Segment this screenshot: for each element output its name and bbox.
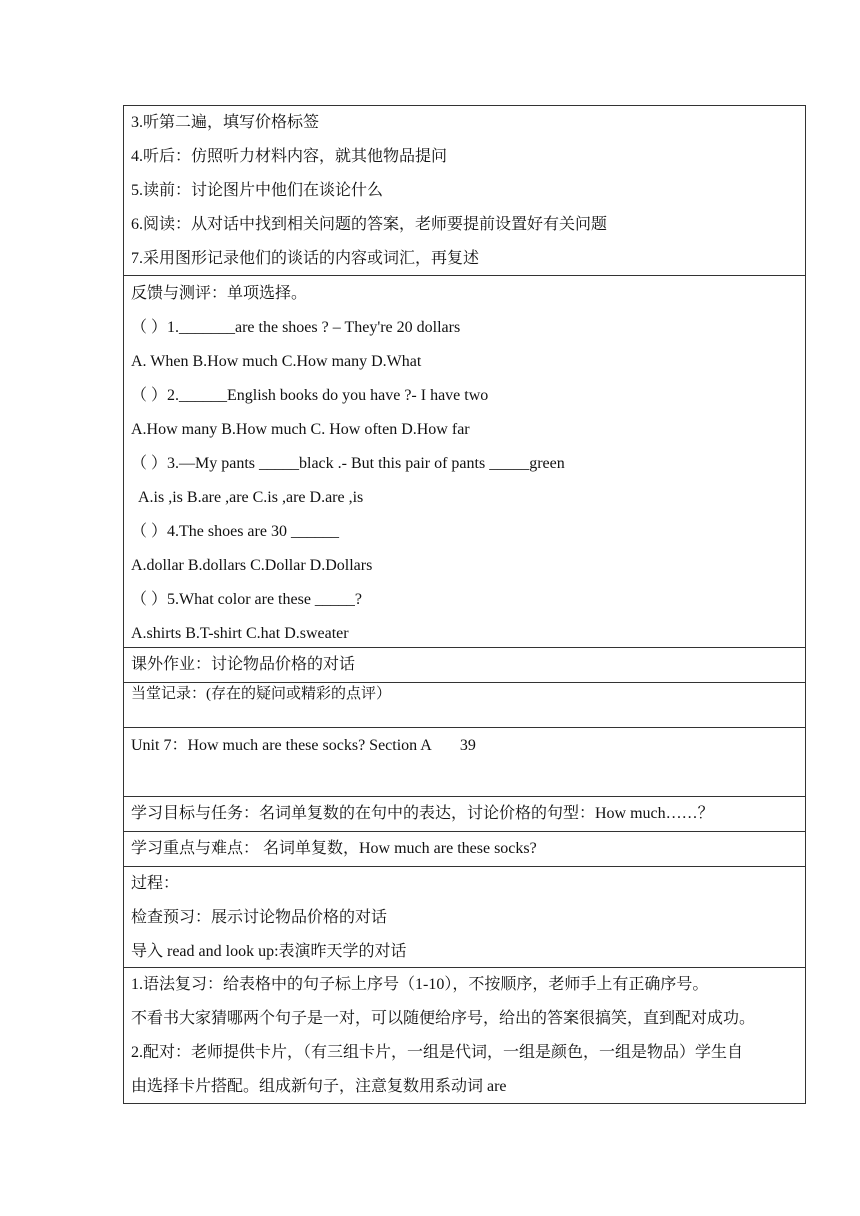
step-line: 5.读前：讨论图片中他们在谈论什么	[131, 182, 384, 199]
unit-title-line	[131, 728, 799, 764]
options-line: A.How many B.How much C. How often D.How far	[131, 421, 470, 438]
step-line: 7.采用图形记录他们的谈话的内容或词汇，再复述	[131, 250, 480, 267]
notes-cell	[124, 682, 805, 727]
process-cell	[124, 866, 805, 967]
options-line: A.dollar B.dollars C.Dollar D.Dollars	[131, 557, 373, 574]
steps-cell	[124, 106, 805, 275]
lesson-plan-table	[123, 105, 806, 1104]
question-line: （ ）4.The shoes are 30 ______	[131, 523, 339, 540]
focus-cell	[124, 831, 805, 866]
homework-text: 课外作业：讨论物品价格的对话	[131, 656, 356, 673]
activity-line: 不看书大家猜哪两个句子是一对，可以随便给序号，给出的答案很搞笑，直到配对成功。	[131, 1010, 756, 1027]
feedback-heading: 反馈与测评：单项选择。	[131, 285, 308, 302]
question-line: （ ）2.______English books do you have ?- I have two	[131, 387, 489, 404]
question-line: （ ）3.—My pants _____black .- But this pair of pants _____green	[131, 455, 565, 472]
activity-line: 1.语法复习：给表格中的句子标上序号（1-10），不按顺序，老师手上有正确序号。	[131, 976, 709, 993]
unit-number: 39	[459, 737, 476, 754]
goals-cell	[124, 796, 805, 831]
options-line: A.shirts B.T-shirt C.hat D.sweater	[131, 625, 349, 642]
options-line: A.is ,is B.are ,are C.is ,are D.are ,is	[138, 489, 364, 506]
notes-text: 当堂记录：(存在的疑问或精彩的点评）	[131, 686, 391, 702]
process-heading: 过程：	[131, 875, 180, 892]
step-line: 3.听第二遍，填写价格标签	[131, 114, 320, 131]
unit-cell	[124, 727, 805, 796]
feedback-cell	[124, 275, 805, 647]
activity-line: 由选择卡片搭配。组成新句子，注意复数用系动词 are	[131, 1078, 507, 1095]
activity-line: 2.配对：老师提供卡片，（有三组卡片，一组是代词，一组是颜色，一组是物品）学生自	[131, 1044, 744, 1061]
question-line: （ ）1._______are the shoes ? – They're 20 dollars	[131, 319, 461, 336]
homework-cell	[124, 647, 805, 682]
goals-text: 学习目标与任务：名词单复数的在句中的表达，讨论价格的句型：How much……？	[131, 805, 714, 822]
unit-title: Unit 7：How much are these socks? Section A	[131, 737, 432, 754]
process-preview: 检查预习：展示讨论物品价格的对话	[131, 909, 388, 926]
step-line: 4.听后：仿照听力材料内容，就其他物品提问	[131, 148, 448, 165]
activities-cell	[124, 967, 805, 1103]
step-line: 6.阅读：从对话中找到相关问题的答案，老师要提前设置好有关问题	[131, 216, 608, 233]
options-line: A. When B.How much C.How many D.What	[131, 353, 422, 370]
question-line: （ ）5.What color are these _____?	[131, 591, 363, 608]
focus-text: 学习重点与难点： 名词单复数，How much are these socks?	[131, 840, 537, 857]
process-intro: 导入 read and look up:表演昨天学的对话	[131, 943, 407, 960]
